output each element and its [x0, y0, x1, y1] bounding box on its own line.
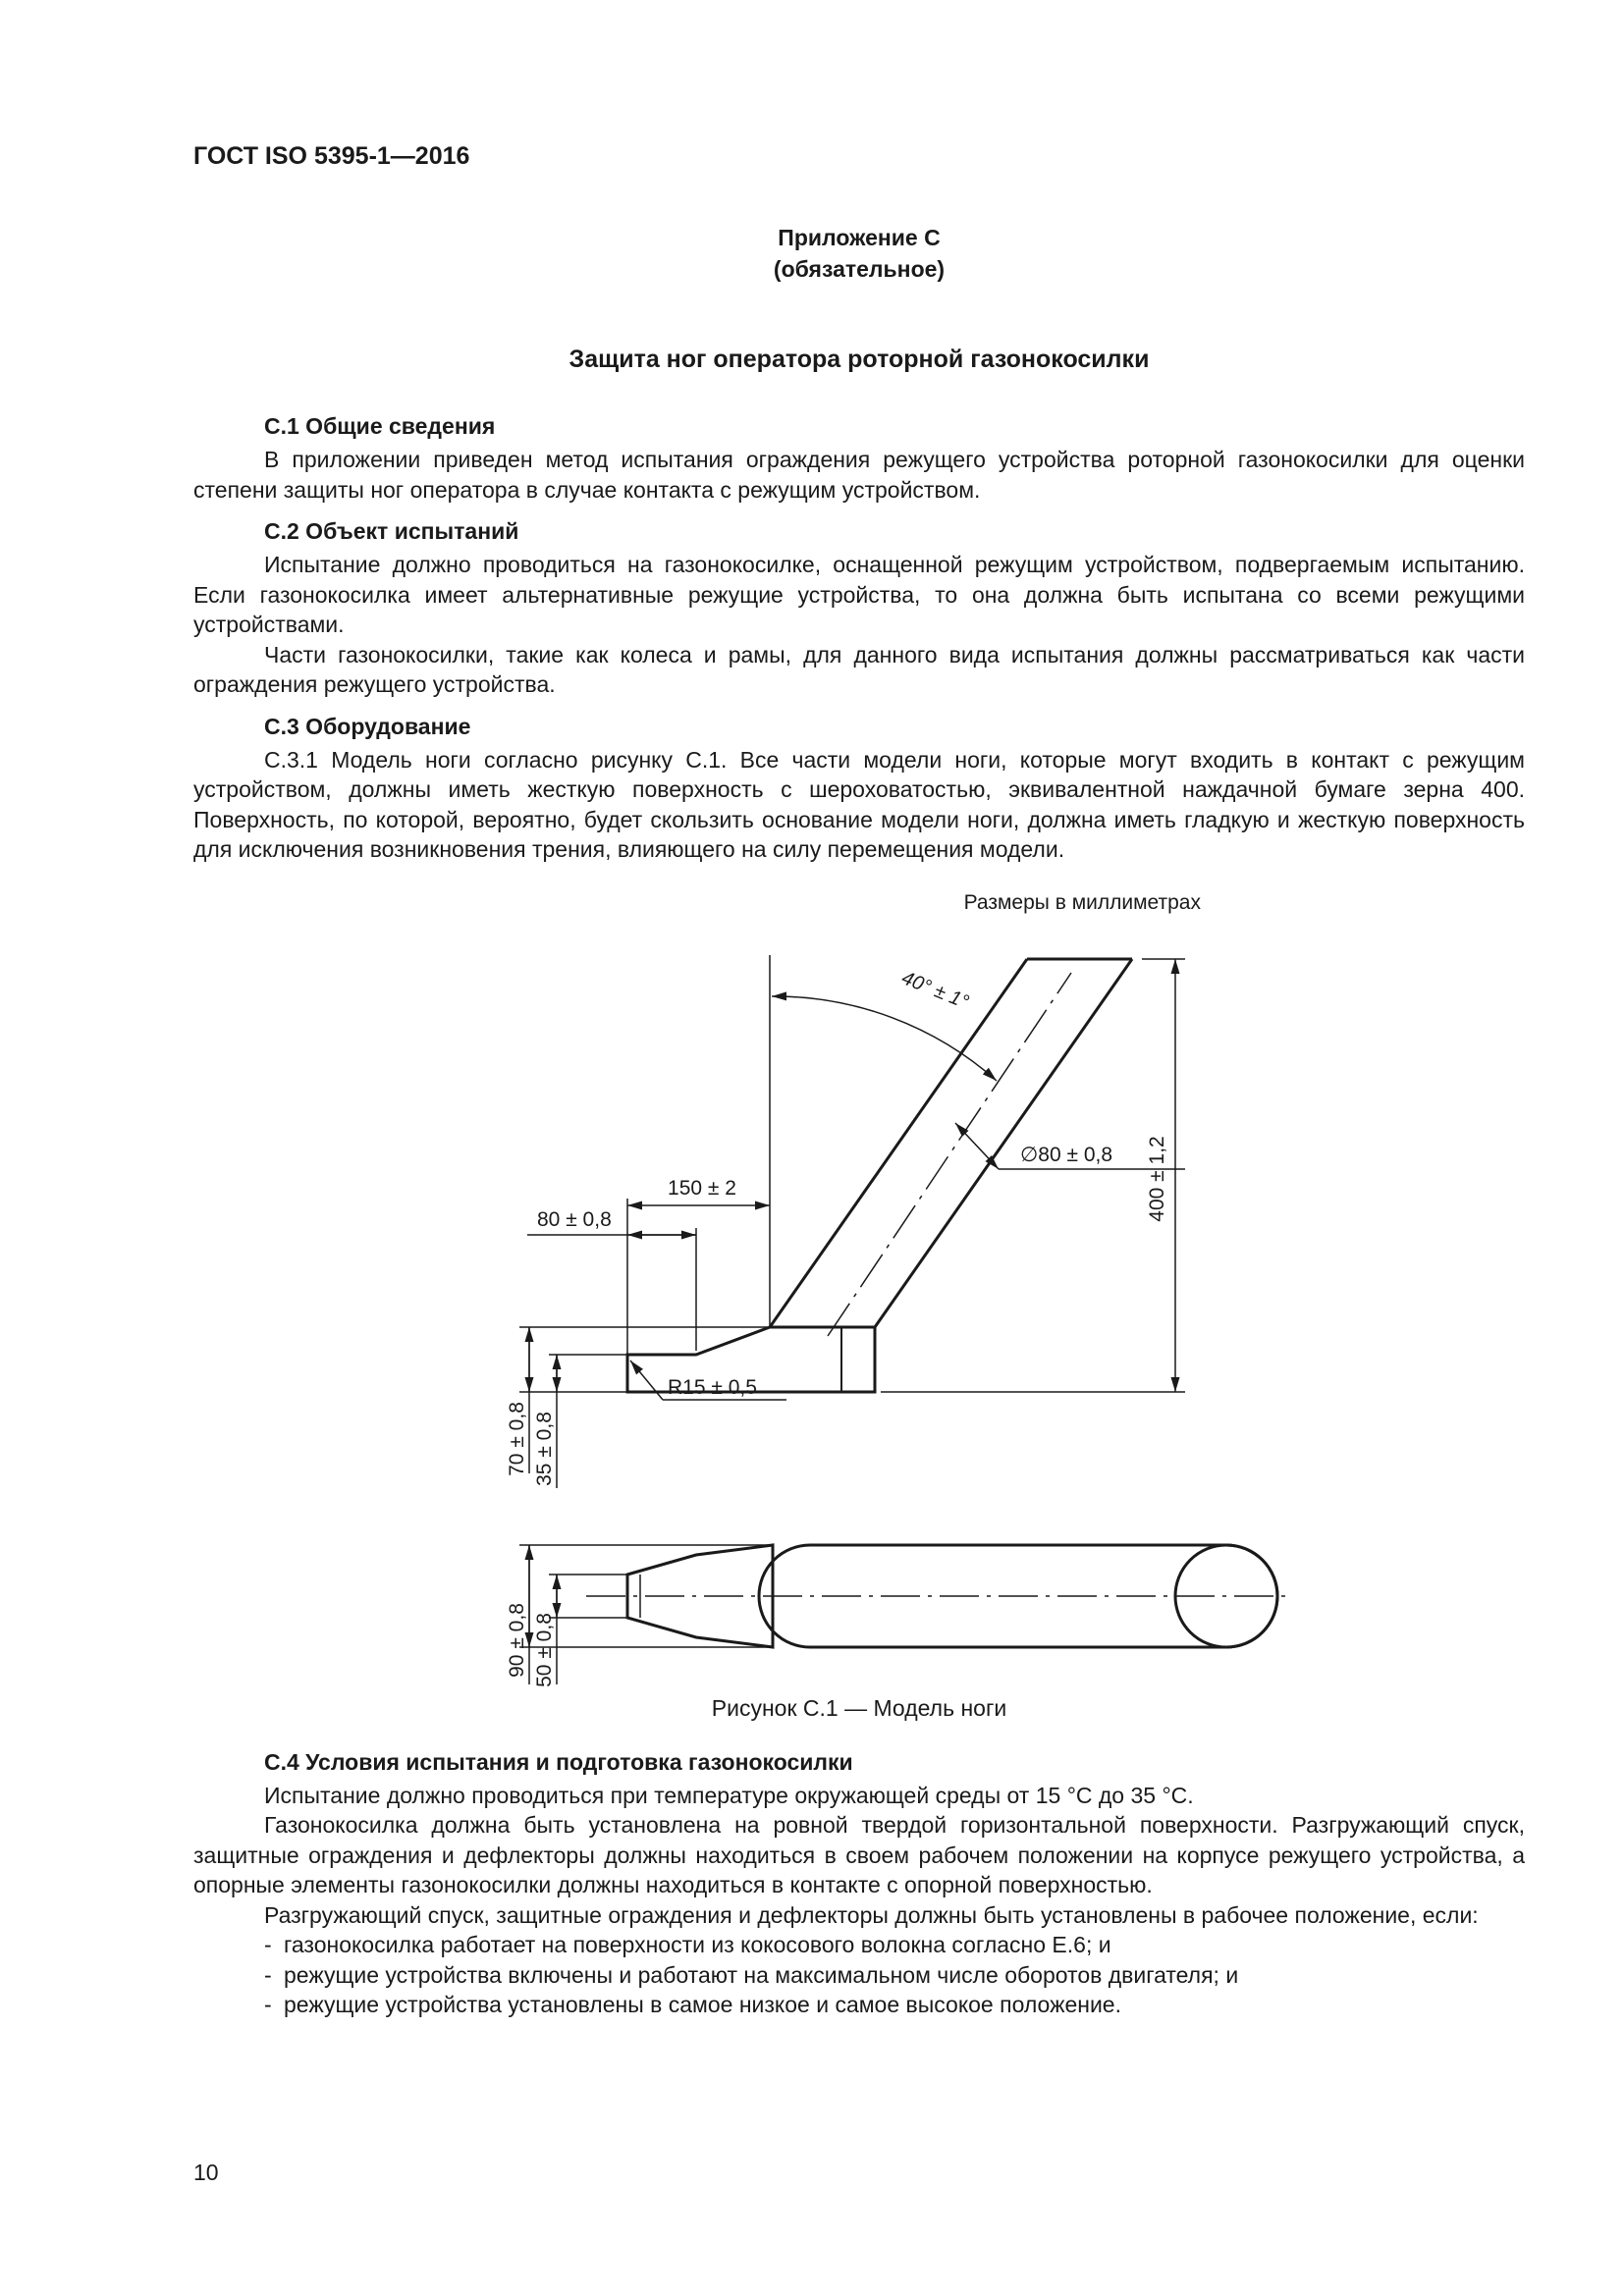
- paragraph: В приложении приведен метод испытания ограждения режущего устройства роторной газонокосилки для оценки степени защиты ног оператора в случае контакта с режущим устройством.: [193, 447, 1525, 503]
- figure-caption: Рисунок С.1 — Модель ноги: [711, 1694, 1007, 1721]
- page-number: 10: [193, 2160, 219, 2185]
- section-c3: [193, 710, 1525, 865]
- paragraph: Газонокосилка должна быть установлена на ровной твердой горизонтальной поверхности. Разгружающий спуск, защитные ограждения и дефлекторы должны находиться в своем рабочем положении на корпусе режущего устройства, а опорные элементы газонокосилки должны находиться в контакте с опорной поверхностью.: [193, 1812, 1525, 1897]
- annex-status: (обязательное): [773, 256, 946, 282]
- list-bullet: -: [264, 1932, 272, 1957]
- paragraph: С.3.1 Модель ноги согласно рисунку С.1. Все части модели ноги, которые могут входить в контакт с режущим устройством, должны иметь жесткую поверхность с шероховатостью, эквивалентной наждачной бумаге зерна 400. Поверхность, по которой, вероятно, будет скользить основание модели ноги, должна иметь гладкую и жесткую поверхность для исключения возникновения трения, влияющего на силу перемещения модели.: [193, 746, 1525, 862]
- list-item: [193, 1930, 1525, 1960]
- leg-model-drawing: [193, 875, 1525, 1689]
- w50-label: 50 ± 0,8: [533, 1612, 556, 1687]
- list-item-text: режущие устройства установлены в самое низкое и самое высокое положение.: [284, 1992, 1121, 2017]
- section-heading: С.1 Общие сведения: [264, 413, 496, 439]
- len80-label: 80 ± 0,8: [537, 1207, 612, 1231]
- h70-label: 70 ± 0,8: [506, 1401, 528, 1476]
- conditions-list: [193, 1930, 1525, 2020]
- list-bullet: -: [264, 1992, 272, 2017]
- height-label: 400 ± 1,2: [1146, 1135, 1168, 1222]
- annex-title: Приложение С: [778, 225, 941, 250]
- radius-leader: [630, 1361, 663, 1400]
- radius-label: R15 ± 0,5: [668, 1375, 757, 1399]
- list-item-text: режущие устройства включены и работают на максимальном числе оборотов двигателя; и: [284, 1961, 1239, 1988]
- document-page: [193, 142, 1525, 2030]
- diameter-dim-line: [955, 1123, 999, 1169]
- w90-label: 90 ± 0,8: [506, 1602, 528, 1678]
- section-heading: С.4 Условия испытания и подготовка газонокосилки: [264, 1748, 853, 1775]
- len150-label: 150 ± 2: [668, 1176, 736, 1200]
- list-item: [193, 1990, 1525, 2020]
- units-note: Размеры в миллиметрах: [963, 890, 1201, 914]
- section-c2: [193, 514, 1525, 700]
- section-heading: С.2 Объект испытаний: [264, 518, 519, 544]
- paragraph: Испытание должно проводиться при температуре окружающей среды от 15 °С до 35 °С.: [264, 1782, 1194, 1808]
- annex-heading: Защита ног оператора роторной газонокосилки: [568, 346, 1150, 373]
- h35-label: 35 ± 0,8: [533, 1411, 556, 1486]
- section-heading: С.3 Оборудование: [264, 713, 471, 739]
- paragraph: Части газонокосилки, такие как колеса и рамы, для данного вида испытания должны рассматриваться как части ограждения режущего устройства.: [193, 641, 1525, 697]
- list-item-text: газонокосилка работает на поверхности из кокосового волокна согласно Е.6; и: [284, 1932, 1111, 1957]
- section-c4: [193, 1745, 1525, 2020]
- paragraph: Испытание должно проводиться на газонокосилке, оснащенной режущим устройством, подвергаемым испытанию. Если газонокосилка имеет альтернативные режущие устройства, то она должна быть испытана со всеми режущими устройствами.: [193, 552, 1525, 637]
- angle-label: 40° ± 1°: [898, 966, 972, 1013]
- diameter-label: ∅80 ± 0,8: [1020, 1143, 1113, 1166]
- document-code: ГОСТ ISO 5395-1—2016: [193, 142, 470, 170]
- list-bullet: -: [264, 1961, 272, 1988]
- figure-c1: [193, 875, 1525, 1689]
- paragraph: Разгружающий спуск, защитные ограждения и дефлекторы должны быть установлены в рабочее положение, если:: [264, 1901, 1479, 1928]
- section-c1: [193, 409, 1525, 505]
- list-item: [193, 1960, 1525, 1991]
